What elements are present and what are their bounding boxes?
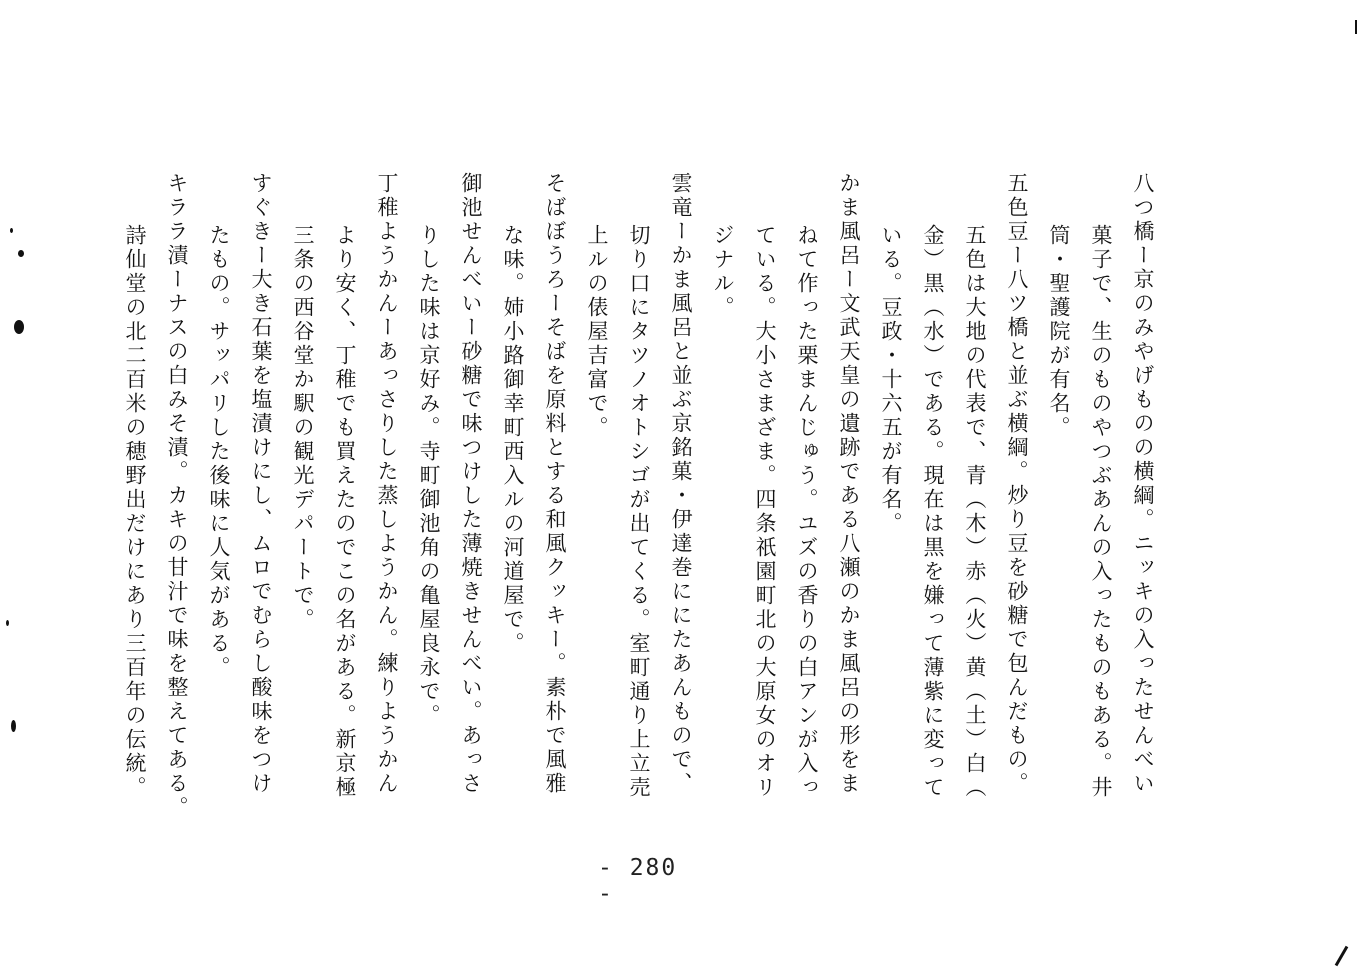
scan-edge-mark [1355, 20, 1357, 34]
text-column: すぐきー大き石葉を塩漬けにし、ムロでむらし酸味をつけ [249, 172, 273, 796]
text-column: 上ルの俵屋吉富で。 [585, 224, 609, 440]
page-number: - 280 - [598, 855, 678, 907]
text-column: 雲竜ーかま風呂と並ぶ京銘菓・伊達巻ににたあんもので、 [669, 172, 693, 796]
text-column: 筒・聖護院が有名。 [1047, 224, 1071, 440]
scan-speck [18, 250, 24, 257]
vertical-text-body [100, 172, 1200, 842]
text-column: そばぼうろーそばを原料とする和風クッキー。素朴で風雅 [543, 172, 567, 796]
text-column: 五色豆ー八ツ橋と並ぶ横綱。炒り豆を砂糖で包んだもの。 [1005, 172, 1029, 796]
text-column: 詩仙堂の北二百米の穂野出だけにあり三百年の伝統。 [123, 224, 147, 800]
text-column: 切り口にタツノオトシゴが出てくる。室町通り上立売 [627, 224, 651, 800]
text-column: たもの。サッパリした後味に人気がある。 [207, 224, 231, 680]
scan-speck [14, 320, 24, 334]
scan-speck [6, 620, 9, 626]
scan-speck [11, 720, 16, 732]
text-column: りした味は京好み。寺町御池角の亀屋良永で。 [417, 224, 441, 728]
text-column: キララ漬ーナスの白みそ漬。カキの甘汁で味を整えてある。 [165, 172, 189, 820]
text-column: 御池せんべいー砂糖で味つけした薄焼きせんべい。あっさ [459, 172, 483, 796]
text-column: ている。大小さまざま。四条祇園町北の大原女のオリ [753, 224, 777, 800]
text-column: 丁稚ようかんーあっさりした蒸しようかん。練りようかん [375, 172, 399, 796]
text-column: 三条の西谷堂か駅の観光デパートで。 [291, 224, 315, 632]
text-column: かま風呂ー文武天皇の遺跡である八瀬のかま風呂の形をま [837, 172, 861, 796]
text-column: 金）黒（水）である。現在は黒を嫌って薄紫に変って [921, 224, 945, 800]
scan-speck [10, 228, 13, 233]
text-column: より安く、丁稚でも買えたのでこの名がある。新京極 [333, 224, 357, 800]
text-column: ねて作った栗まんじゅう。ユズの香りの白アンが入っ [795, 224, 819, 800]
text-column: ジナル。 [711, 224, 735, 320]
text-column: いる。豆政・十六五が有名。 [879, 224, 903, 536]
text-column: 菓子で、生のものやつぶあんの入ったものもある。井 [1089, 224, 1113, 800]
text-column: 五色は大地の代表で、青（木）赤（火）黄（土）白（ [963, 224, 987, 800]
text-column: 八つ橋ー京のみやげものの横綱。ニッキの入ったせんべい [1131, 172, 1155, 796]
scan-edge-mark [1335, 946, 1349, 967]
text-column: な味。姉小路御幸町西入ルの河道屋で。 [501, 224, 525, 656]
